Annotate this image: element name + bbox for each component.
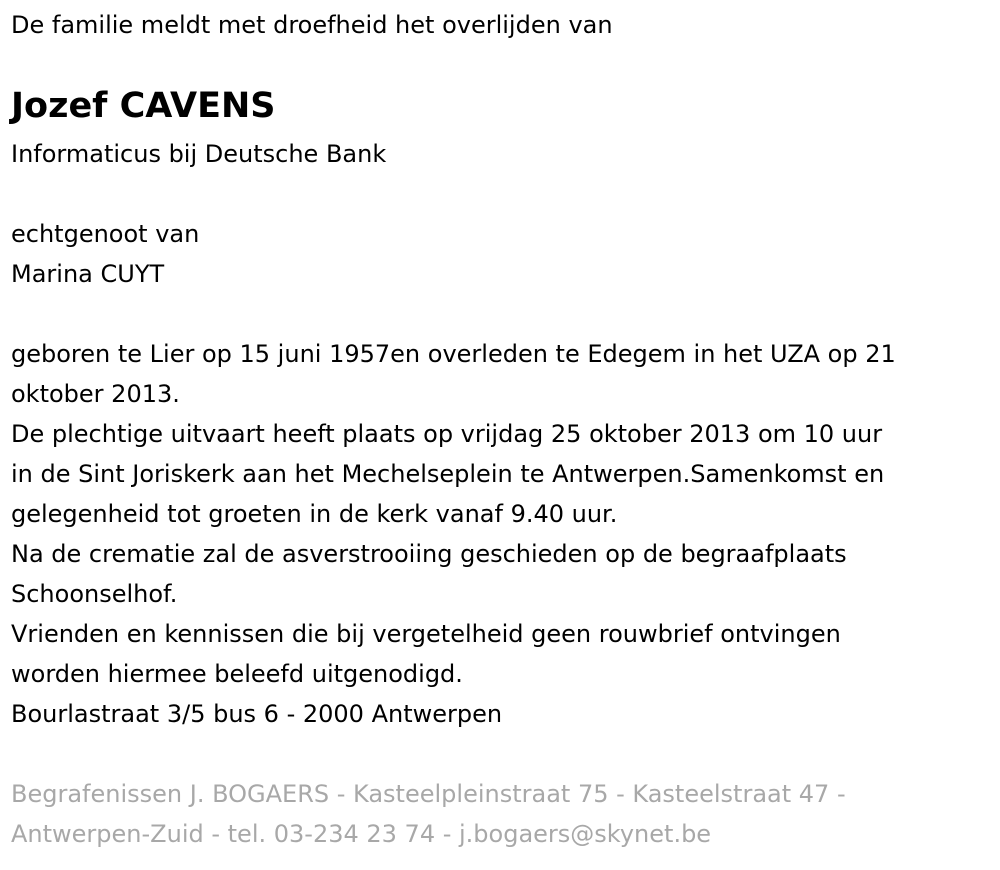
address-line: Bourlastraat 3/5 bus 6 - 2000 Antwerpen xyxy=(11,700,503,728)
body-line: gelegenheid tot groeten in de kerk vanaf 9.40 uur. xyxy=(11,500,618,528)
spouse-name: Marina CUYT xyxy=(11,260,165,288)
occupation-text: Informaticus bij Deutsche Bank xyxy=(11,140,387,168)
deceased-name: Jozef CAVENS xyxy=(11,86,276,126)
body-line: in de Sint Joriskerk aan het Mechelseplein te Antwerpen.Samenkomst en xyxy=(11,460,885,488)
occupation-block xyxy=(11,134,386,174)
body-line: oktober 2013. xyxy=(11,380,180,408)
footer-line: Begrafenissen J. BOGAERS - Kasteelpleinstraat 75 - Kasteelstraat 47 - xyxy=(11,780,846,808)
body-line: De plechtige uitvaart heeft plaats op vrijdag 25 oktober 2013 om 10 uur xyxy=(11,420,883,448)
body-line: geboren te Lier op 15 juni 1957en overleden te Edegem in het UZA op 21 xyxy=(11,340,896,368)
body-line: worden hiermee beleefd uitgenodigd. xyxy=(11,660,463,688)
body-line: Schoonselhof. xyxy=(11,580,178,608)
spouse-label: echtgenoot van xyxy=(11,220,200,248)
intro-text: De familie meldt met droefheid het overlijden van xyxy=(11,11,613,39)
body-line: Na de crematie zal de asverstrooiing geschieden op de begraafplaats xyxy=(11,540,847,568)
footer-line: Antwerpen-Zuid - tel. 03-234 23 74 - j.bogaers@skynet.be xyxy=(11,820,712,848)
notice-body xyxy=(11,334,896,734)
body-line: Vrienden en kennissen die bij vergetelheid geen rouwbrief ontvingen xyxy=(11,620,841,648)
spouse-block xyxy=(11,214,199,294)
funeral-home-footer xyxy=(11,774,846,854)
